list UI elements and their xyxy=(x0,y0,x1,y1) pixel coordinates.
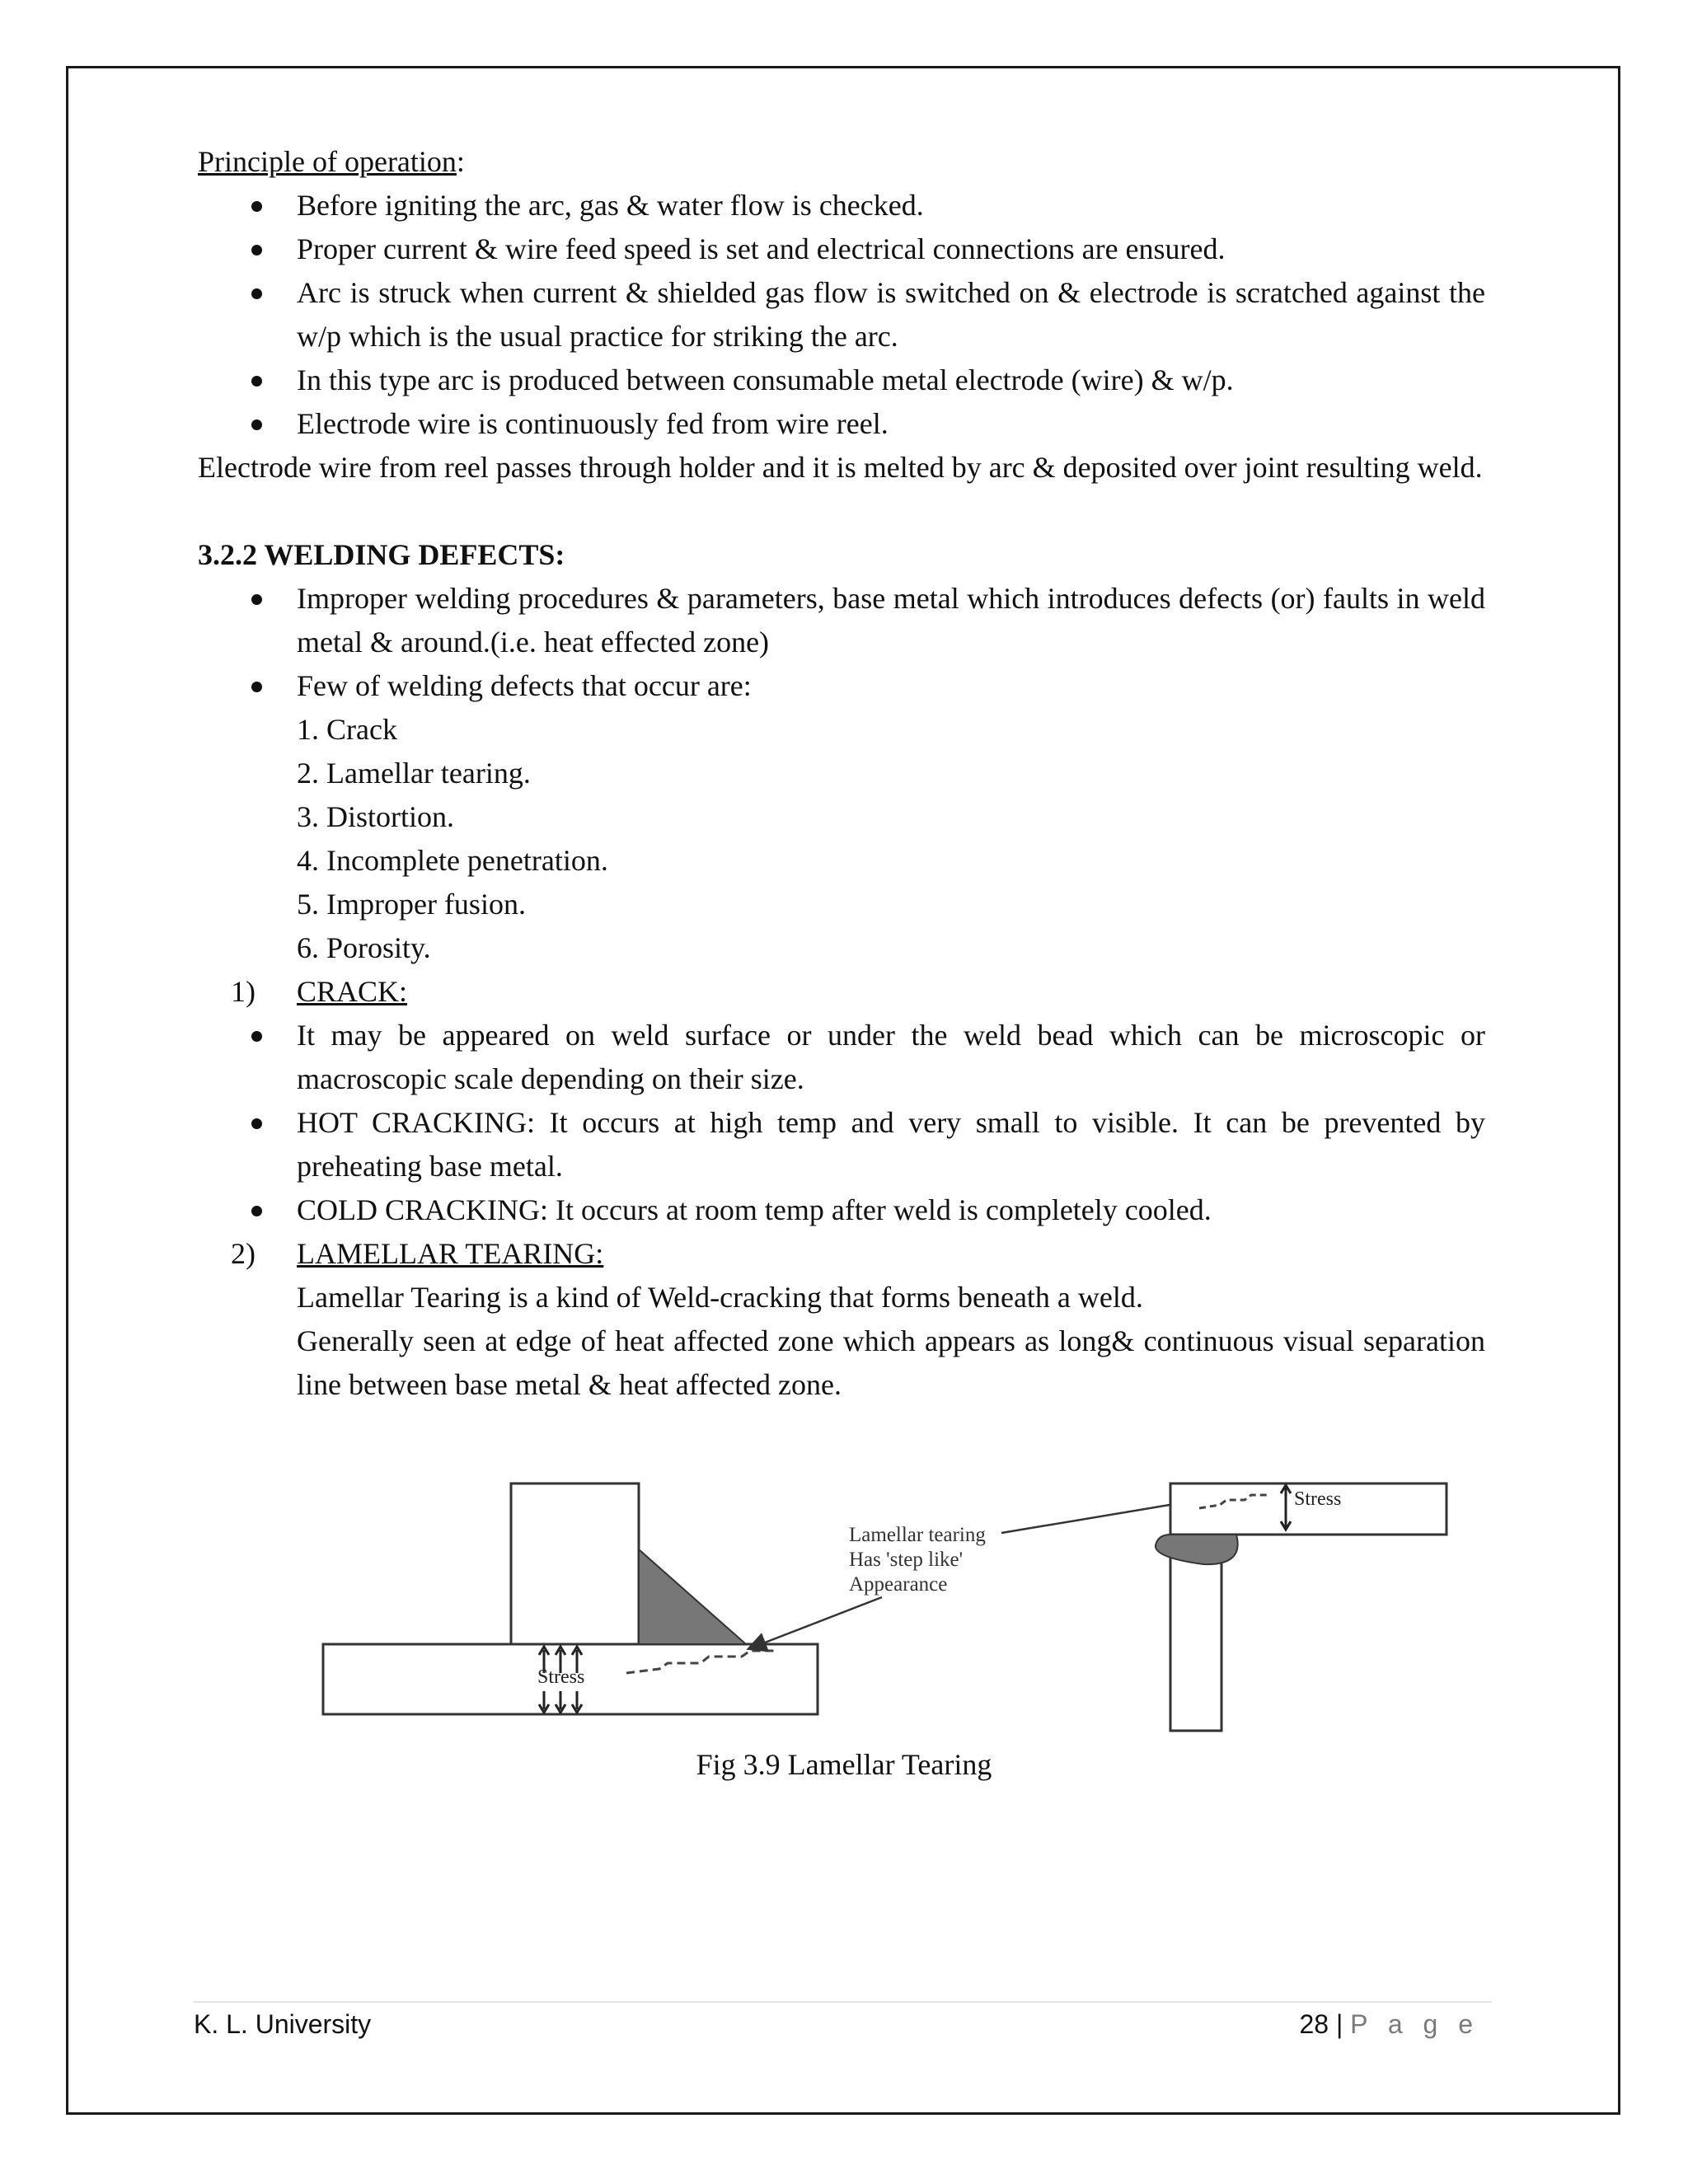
list-item: It may be appeared on weld surface or under the weld bead which can be microscopic or macroscopic scale depending on their size. xyxy=(198,1014,1485,1101)
page-content xyxy=(198,140,1485,1407)
defect-list-item: 1. Crack xyxy=(297,713,397,746)
lamellar-line: Lamellar Tearing is a kind of Weld-cracking that forms beneath a weld. xyxy=(297,1281,1143,1314)
figure-label-line: Appearance xyxy=(849,1573,948,1596)
lamellar-line: Generally seen at edge of heat affected zone which appears as long& continuous visual separation line between base metal & heat affected zone. xyxy=(297,1324,1485,1401)
defect-list-item: 3. Distortion. xyxy=(297,800,455,833)
lamellar-number: 2) xyxy=(231,1237,256,1270)
principle-heading-line xyxy=(198,140,1485,184)
stress-label-right: Stress xyxy=(1294,1488,1342,1510)
footer-divider xyxy=(194,2001,1492,2003)
crack-heading xyxy=(198,970,1485,1014)
crack-title: CRACK: xyxy=(297,975,408,1008)
crack-bullets xyxy=(198,1014,1485,1232)
principle-paragraph: Electrode wire from reel passes through holder and it is melted by arc & deposited over joint resulting weld. xyxy=(198,451,1483,484)
pointer-arrow-left xyxy=(750,1597,882,1648)
lamellar-title: LAMELLAR TEARING: xyxy=(297,1237,604,1270)
page-number: 28 xyxy=(1299,2009,1329,2039)
defects-bullets xyxy=(198,577,1485,708)
list-item: Proper current & wire feed speed is set and electrical connections are ensured. xyxy=(198,227,1485,271)
figure-label-line: Lamellar tearing xyxy=(849,1524,986,1546)
list-item: HOT CRACKING: It occurs at high temp and very small to visible. It can be prevented by preheating base metal. xyxy=(198,1101,1485,1188)
principle-colon: : xyxy=(456,145,465,178)
lamellar-tearing-figure xyxy=(313,1475,1451,1739)
figure-label-line: Has 'step like' xyxy=(849,1549,964,1571)
figure-caption: Fig 3.9 Lamellar Tearing xyxy=(696,1748,992,1781)
vertical-plate xyxy=(511,1483,639,1644)
list-item: Arc is struck when current & shielded gas flow is switched on & electrode is scratched against the w/p which is the usual practice for striking the arc. xyxy=(198,271,1485,359)
list-item: Improper welding procedures & parameters, base metal which introduces defects (or) faults in weld metal & around.(i.e. heat effected zone) xyxy=(198,577,1485,664)
section-heading: 3.2.2 WELDING DEFECTS: xyxy=(198,538,565,571)
footer-university: K. L. University xyxy=(194,2009,372,2039)
list-item: Few of welding defects that occur are: xyxy=(198,664,1485,708)
list-item: In this type arc is produced between consumable metal electrode (wire) & w/p. xyxy=(198,359,1485,402)
defect-list-item: 5. Improper fusion. xyxy=(297,888,526,921)
lamellar-heading xyxy=(198,1232,1485,1276)
defect-list-item: 4. Incomplete penetration. xyxy=(297,844,608,877)
weld-fillet xyxy=(1156,1535,1238,1564)
crack-number: 1) xyxy=(231,975,256,1008)
footer-separator: | xyxy=(1335,2009,1343,2039)
defect-list-item: 6. Porosity. xyxy=(297,931,431,964)
figure-label xyxy=(849,1524,991,1596)
weld-bead xyxy=(639,1549,746,1644)
stress-label-left: Stress xyxy=(537,1666,585,1688)
list-item: COLD CRACKING: It occurs at room temp after weld is completely cooled. xyxy=(198,1188,1485,1232)
list-item: Before igniting the arc, gas & water flow is checked. xyxy=(198,184,1485,227)
page-footer xyxy=(194,2004,1479,2044)
principle-bullets xyxy=(198,184,1485,446)
footer-page xyxy=(1299,2004,1479,2044)
defect-list-item: 2. Lamellar tearing. xyxy=(297,757,531,790)
page-word: P a g e xyxy=(1350,2009,1479,2039)
list-item: Electrode wire is continuously fed from wire reel. xyxy=(198,402,1485,446)
principle-heading: Principle of operation xyxy=(198,145,457,178)
